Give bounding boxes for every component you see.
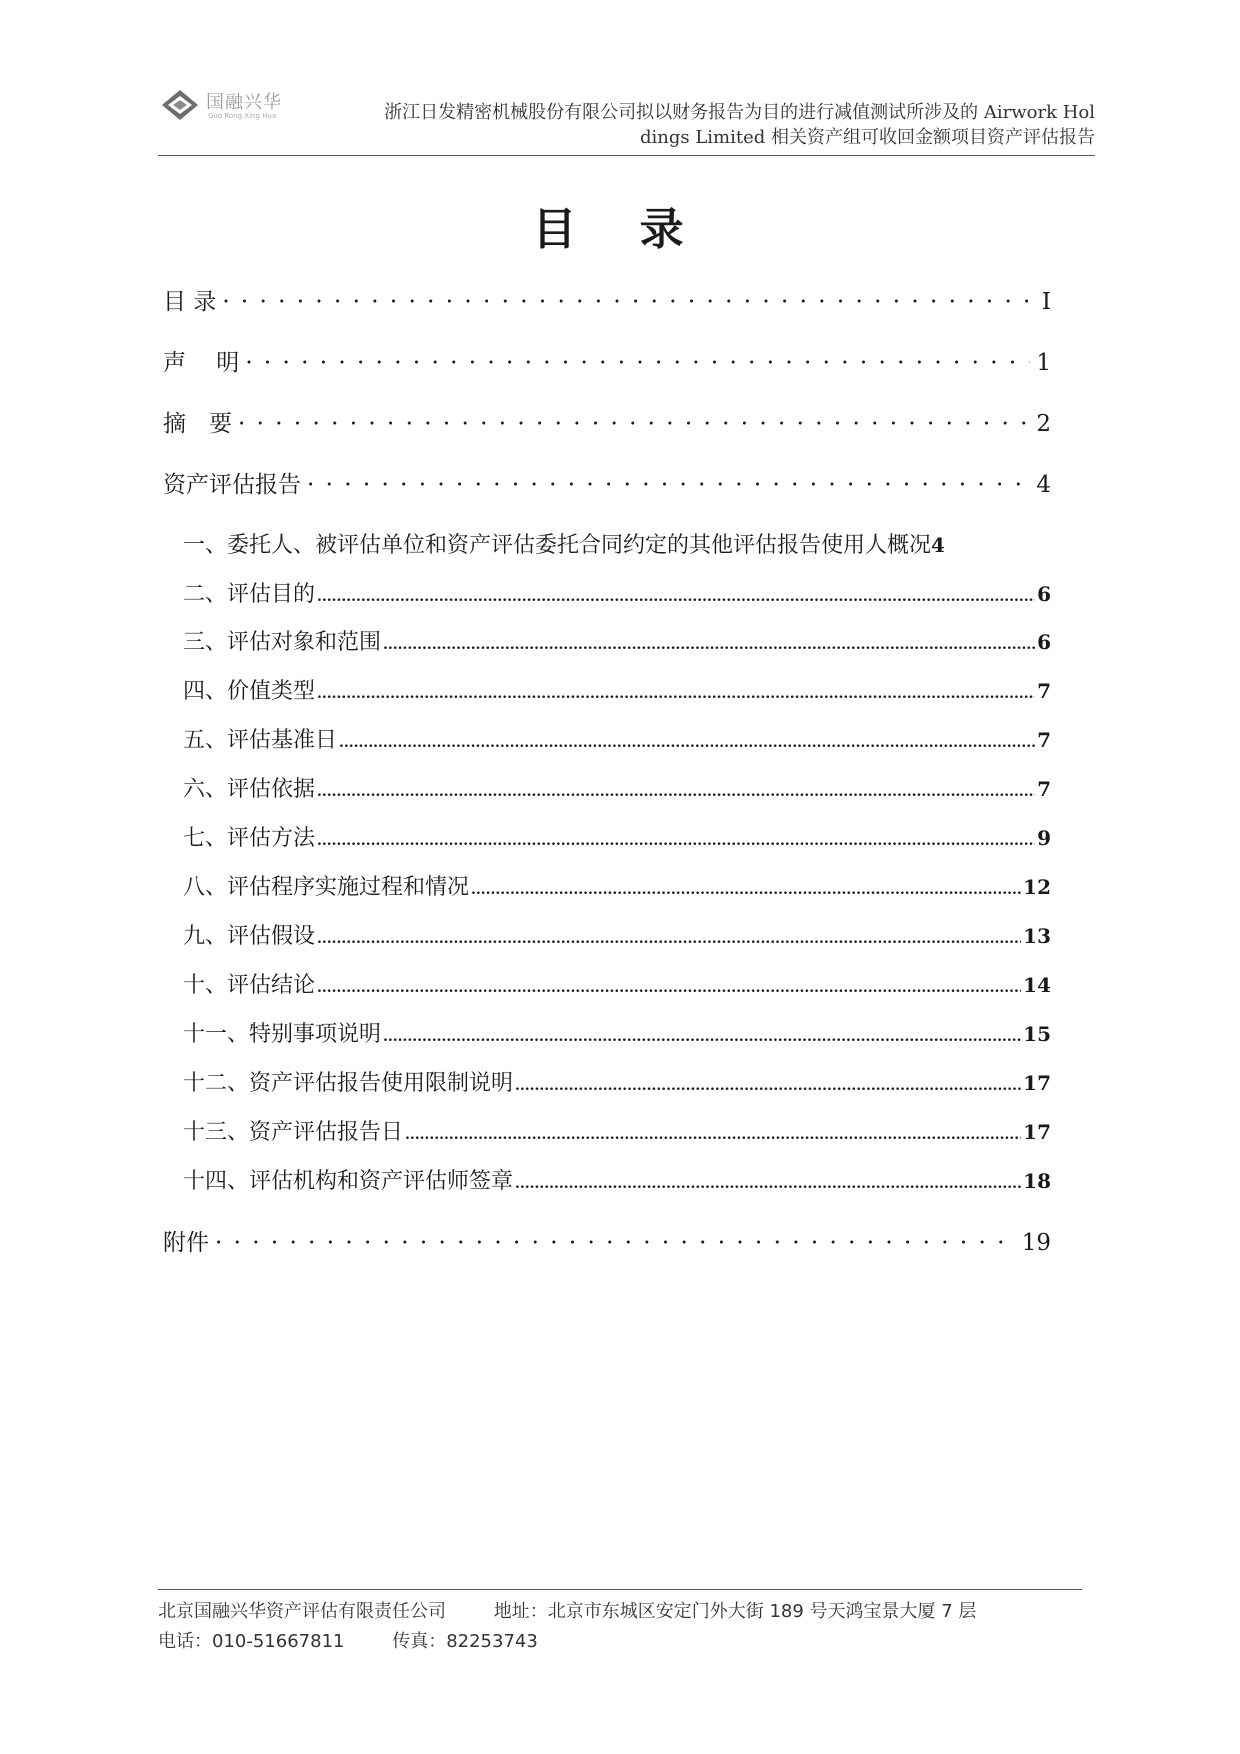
toc-label: 十三、资产评估报告日 xyxy=(183,1120,404,1145)
toc-page-number: 14 xyxy=(1023,973,1051,997)
toc-entry[interactable] xyxy=(183,919,1051,950)
toc-entry[interactable] xyxy=(183,1066,1051,1097)
logo-mark-icon xyxy=(160,88,200,122)
toc-page-number: 4 xyxy=(931,533,945,557)
toc-leader-dots xyxy=(383,637,1035,653)
header-divider xyxy=(158,155,1095,156)
footer-company-address xyxy=(158,1597,976,1623)
toc-label: 声 明 xyxy=(163,350,240,376)
toc-entry[interactable] xyxy=(163,344,1051,377)
toc-entry[interactable] xyxy=(163,405,1051,438)
toc-label: 十二、资产评估报告使用限制说明 xyxy=(183,1071,514,1096)
toc-label: 三、评估对象和范围 xyxy=(183,630,382,655)
toc-page-number: I xyxy=(1041,289,1051,315)
toc-leader-dots xyxy=(405,1127,1021,1143)
toc-entry[interactable] xyxy=(183,821,1051,852)
toc-page-number: 7 xyxy=(1037,679,1051,703)
page-title: 目 录 xyxy=(532,204,708,255)
toc-leader-dots xyxy=(317,833,1035,849)
toc-entry[interactable] xyxy=(183,968,1051,999)
logo-text: 国融兴华 xyxy=(206,92,282,113)
report-header-title xyxy=(335,100,1095,150)
toc-entry[interactable] xyxy=(183,772,1051,803)
toc-page-number: 15 xyxy=(1023,1022,1051,1046)
toc-page-number: 7 xyxy=(1037,777,1051,801)
toc-leader-dots xyxy=(339,735,1035,751)
toc-entry[interactable] xyxy=(163,466,1051,499)
toc-page-number: 12 xyxy=(1023,875,1051,899)
toc-leader-dots xyxy=(238,411,1030,437)
toc-page-number: 4 xyxy=(1036,472,1051,498)
footer-address: 地址：北京市东城区安定门外大街 189 号天鸿宝景大厦 7 层 xyxy=(493,1601,977,1622)
toc-label: 附件 xyxy=(163,1230,209,1256)
toc-leader-dots xyxy=(515,1078,1021,1094)
toc-entry[interactable] xyxy=(163,1224,1051,1257)
toc-entry[interactable] xyxy=(183,528,1051,559)
toc-label: 十、评估结论 xyxy=(183,973,316,998)
toc-entry[interactable] xyxy=(183,870,1051,901)
toc-leader-dots xyxy=(215,1230,1016,1256)
toc-leader-dots xyxy=(307,472,1030,498)
toc-leader-dots xyxy=(471,882,1021,898)
footer-divider xyxy=(158,1589,1082,1590)
toc-entry[interactable] xyxy=(183,625,1051,656)
toc-entry[interactable] xyxy=(183,1164,1051,1195)
toc-leader-dots xyxy=(222,289,1036,315)
toc-page-number: 7 xyxy=(1037,728,1051,752)
toc-label: 六、评估依据 xyxy=(183,777,316,802)
toc-label: 二、评估目的 xyxy=(183,582,316,607)
toc-label: 七、评估方法 xyxy=(183,826,316,851)
toc-page-number: 6 xyxy=(1037,630,1051,654)
toc-entry[interactable] xyxy=(183,674,1051,705)
toc-label: 一、委托人、被评估单位和资产评估委托合同约定的其他评估报告使用人概况 xyxy=(183,533,932,558)
toc-entry[interactable] xyxy=(183,577,1051,608)
toc-entry[interactable] xyxy=(183,1115,1051,1146)
toc-label: 九、评估假设 xyxy=(183,924,316,949)
toc-leader-dots xyxy=(317,589,1035,605)
company-logo xyxy=(160,84,300,128)
toc-label: 四、价值类型 xyxy=(183,679,316,704)
toc-page-number: 19 xyxy=(1021,1230,1051,1256)
header-title-line2: dings Limited 相关资产组可收回金额项目资产评估报告 xyxy=(639,127,1095,148)
toc-page-number: 1 xyxy=(1036,350,1051,376)
toc-label: 十四、评估机构和资产评估师签章 xyxy=(183,1169,514,1194)
header-title-line1: 浙江日发精密机械股份有限公司拟以财务报告为目的进行减值测试所涉及的 Airwork Hol xyxy=(384,102,1095,123)
toc-page-number: 13 xyxy=(1023,924,1051,948)
footer-contact xyxy=(158,1627,538,1653)
footer-company: 北京国融兴华资产评估有限责任公司 xyxy=(158,1601,446,1622)
toc-leader-dots xyxy=(515,1176,1021,1192)
logo-subtext: Guo Rong Xing Hua xyxy=(208,112,277,120)
toc-entry[interactable] xyxy=(183,1017,1051,1048)
toc-label: 五、评估基准日 xyxy=(183,728,338,753)
toc-page-number: 17 xyxy=(1023,1120,1051,1144)
toc-entry[interactable] xyxy=(163,283,1051,316)
toc-label: 八、评估程序实施过程和情况 xyxy=(183,875,470,900)
toc-page-number: 17 xyxy=(1023,1071,1051,1095)
toc-page-number: 6 xyxy=(1037,582,1051,606)
toc-leader-dots xyxy=(317,931,1021,947)
toc-page-number: 18 xyxy=(1023,1169,1051,1193)
toc-leader-dots xyxy=(317,686,1035,702)
toc-label: 资产评估报告 xyxy=(163,472,301,498)
toc-label: 目 录 xyxy=(163,289,217,315)
toc-leader-dots xyxy=(383,1029,1021,1045)
toc-leader-dots xyxy=(317,784,1035,800)
toc-entry[interactable] xyxy=(183,723,1051,754)
toc-page-number: 9 xyxy=(1037,826,1051,850)
footer-phone: 电话：010-51667811 xyxy=(158,1631,345,1652)
toc-page-number: 2 xyxy=(1036,411,1051,437)
toc-label: 摘 要 xyxy=(163,411,232,437)
footer-fax: 传真：82253743 xyxy=(392,1631,538,1652)
toc-leader-dots xyxy=(317,980,1021,996)
toc-label: 十一、特别事项说明 xyxy=(183,1022,382,1047)
toc-leader-dots xyxy=(245,350,1030,376)
